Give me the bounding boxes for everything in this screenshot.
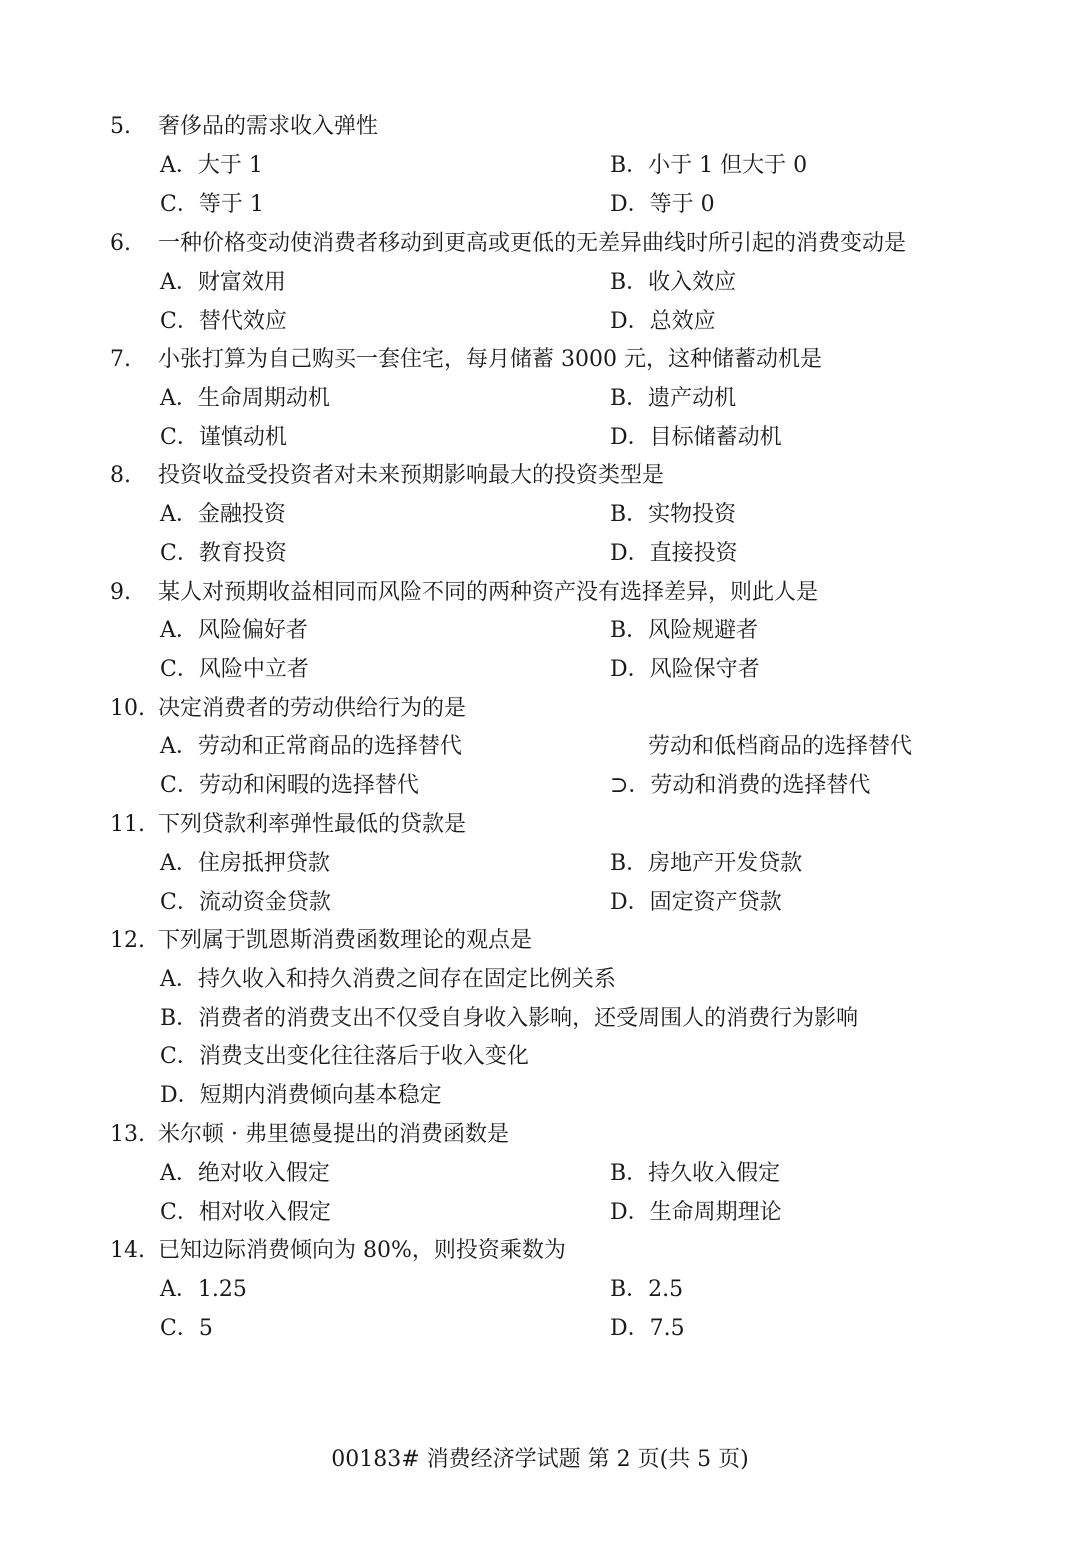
option-d: ⊃．劳动和消费的选择替代 — [610, 773, 871, 798]
option-a: A．风险偏好者 — [160, 618, 308, 643]
option-a: A．绝对收入假定 — [160, 1161, 330, 1186]
option-b: B．收入效应 — [610, 270, 737, 295]
option-d: D．风险保守者 — [610, 657, 760, 682]
question-stem: 米尔顿 · 弗里德曼提出的消费函数是 — [158, 1122, 509, 1147]
option-b: B．实物投资 — [610, 502, 737, 527]
option-d: D．短期内消费倾向基本稳定 — [160, 1083, 442, 1108]
page-footer: 00183# 消费经济学试题 第 2 页(共 5 页) — [331, 1447, 749, 1472]
option-b: B．小于 1 但大于 0 — [610, 153, 808, 178]
question-12 — [110, 921, 1010, 960]
question-5 — [110, 107, 1010, 146]
question-stem: 投资收益受投资者对未来预期影响最大的投资类型是 — [158, 463, 665, 488]
option-d: D．直接投资 — [610, 541, 738, 566]
option-c: C．流动资金贷款 — [160, 890, 331, 915]
option-d: D．7.5 — [610, 1316, 685, 1341]
option-a: A．劳动和正常商品的选择替代 — [160, 734, 462, 759]
option-a: A．生命周期动机 — [160, 386, 330, 411]
option-c: C．谨慎动机 — [160, 425, 287, 450]
question-stem: 小张打算为自己购买一套住宅，每月储蓄 3000 元，这种储蓄动机是 — [158, 347, 822, 372]
question-number: 13. — [110, 1122, 145, 1147]
question-6 — [110, 224, 1010, 263]
option-c: C．消费支出变化往往落后于收入变化 — [160, 1044, 529, 1069]
option-c: C．教育投资 — [160, 541, 287, 566]
option-b: B．房地产开发贷款 — [610, 851, 803, 876]
question-stem: 下列属于凯恩斯消费函数理论的观点是 — [158, 928, 533, 953]
question-10 — [110, 689, 1010, 728]
question-13 — [110, 1115, 1010, 1154]
option-d: D．等于 0 — [610, 192, 715, 217]
option-a: A．金融投资 — [160, 502, 286, 527]
question-stem: 奢侈品的需求收入弹性 — [158, 114, 379, 139]
question-number: 12. — [110, 928, 145, 953]
option-c: C．风险中立者 — [160, 657, 309, 682]
option-b: B．持久收入假定 — [610, 1161, 781, 1186]
question-stem: 一种价格变动使消费者移动到更高或更低的无差异曲线时所引起的消费变动是 — [158, 231, 907, 256]
question-14 — [110, 1231, 1010, 1270]
question-number: 8. — [110, 463, 131, 488]
option-c: C．相对收入假定 — [160, 1200, 331, 1225]
question-9 — [110, 573, 1010, 612]
question-8 — [110, 456, 1010, 495]
option-b: B．遗产动机 — [610, 386, 737, 411]
option-c: C．替代效应 — [160, 309, 287, 334]
question-7 — [110, 340, 1010, 379]
option-d: D．目标储蓄动机 — [610, 425, 782, 450]
question-11 — [110, 805, 1010, 844]
option-a: A．1.25 — [160, 1277, 247, 1302]
question-number: 7. — [110, 347, 131, 372]
question-number: 9. — [110, 580, 131, 605]
question-number: 10. — [110, 696, 145, 721]
option-c: C．等于 1 — [160, 192, 264, 217]
option-b: 劳动和低档商品的选择替代 — [648, 734, 913, 759]
option-c: C．5 — [160, 1316, 213, 1341]
question-number: 6. — [110, 231, 131, 256]
option-c: C．劳动和闲暇的选择替代 — [160, 773, 419, 798]
question-stem: 某人对预期收益相同而风险不同的两种资产没有选择差异，则此人是 — [158, 580, 819, 605]
question-number: 11. — [110, 812, 145, 837]
option-a: A．大于 1 — [160, 153, 263, 178]
option-a: A．财富效用 — [160, 270, 286, 295]
question-stem: 下列贷款利率弹性最低的贷款是 — [158, 812, 467, 837]
option-a: A．住房抵押贷款 — [160, 851, 330, 876]
option-b: B．消费者的消费支出不仅受自身收入影响，还受周围人的消费行为影响 — [160, 1006, 859, 1031]
question-number: 14. — [110, 1238, 145, 1263]
option-d: D．固定资产贷款 — [610, 890, 782, 915]
option-d: D．总效应 — [610, 309, 716, 334]
question-stem: 已知边际消费倾向为 80%，则投资乘数为 — [158, 1238, 566, 1263]
option-b: B．风险规避者 — [610, 618, 759, 643]
option-d: D．生命周期理论 — [610, 1200, 782, 1225]
option-b: B．2.5 — [610, 1277, 684, 1302]
option-a: A．持久收入和持久消费之间存在固定比例关系 — [160, 967, 616, 992]
question-number: 5. — [110, 114, 131, 139]
question-stem: 决定消费者的劳动供给行为的是 — [158, 696, 467, 721]
